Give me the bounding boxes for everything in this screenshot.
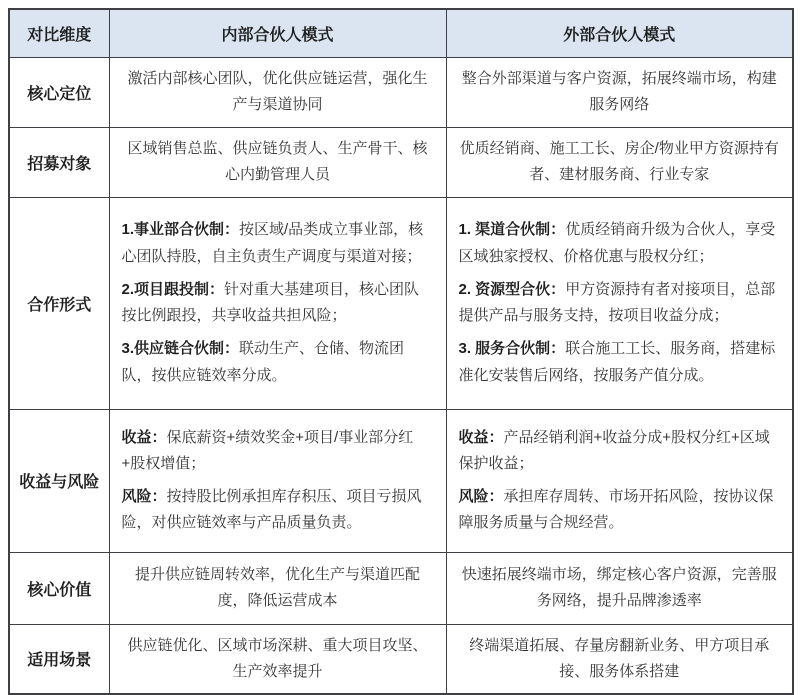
item-lead: 2. 资源型合伙： [458,280,566,298]
row-label: 适用场景 [9,624,109,694]
returns-item [122,425,434,478]
header-cell-external-model: 外部合伙人模式 [446,9,793,57]
item-text: 联合施工工长、服务商，搭建标准化安装售后网络，按服务产值分成。 [458,340,776,384]
row-returns-and-risks [9,409,793,552]
row-applicable-scenarios [9,624,793,694]
cell-external-applicable-scenarios: 终端渠道拓展、存量房翻新业务、甲方项目承接、服务体系搭建 [446,624,793,694]
item-lead: 3.供应链合伙制： [121,340,240,358]
cell-external-returns-risks [446,409,793,552]
item-text: 按持股比例承担库存积压、项目亏损风险，对供应链效率与产品质量负责。 [121,488,422,532]
cooperation-item [122,277,434,330]
item-lead: 风险： [121,488,167,505]
item-lead: 3. 服务合伙制： [458,340,566,358]
cell-external-core-positioning: 整合外部渠道与客户资源，拓展终端市场，构建服务网络 [446,57,793,127]
risks-item [122,484,434,537]
cell-internal-core-positioning: 激活内部核心团队，优化供应链运营，强化生产与渠道协同 [109,57,446,127]
row-core-value [9,552,793,624]
item-lead: 1.事业部合伙制： [121,221,240,239]
item-lead: 收益： [121,428,167,446]
header-row [9,9,793,57]
item-text: 承担库存周转、市场开拓风险，按协议保障服务质量与合规经营。 [458,488,774,532]
item-text: 保底薪资+绩效奖金+项目/事业部分红+股权增值； [121,428,414,472]
item-text: 针对重大基建项目，核心团队按比例跟投，共享收益共担风险； [121,280,420,324]
item-text: 优质经销商升级为合伙人，享受区域独家授权、价格优惠与股权分红； [458,221,776,265]
cell-internal-cooperation-forms [109,197,446,409]
item-lead: 2.项目跟投制： [121,280,225,298]
row-label: 核心定位 [9,57,109,127]
cell-internal-applicable-scenarios: 供应链优化、区域市场深耕、重大项目攻坚、生产效率提升 [109,624,446,694]
item-lead: 收益： [458,428,504,446]
risks-item [459,484,781,537]
row-label: 核心价值 [9,552,109,624]
returns-item [459,425,781,478]
cooperation-item [459,217,781,270]
cooperation-item [459,336,781,389]
cell-external-cooperation-forms [446,197,793,409]
item-lead: 1. 渠道合伙制： [458,221,566,239]
cooperation-item [459,277,781,330]
row-recruitment-targets [9,127,793,197]
header-cell-internal-model: 内部合伙人模式 [109,9,446,57]
row-label: 收益与风险 [9,409,109,552]
row-cooperation-forms [9,197,793,409]
cell-internal-returns-risks [109,409,446,552]
item-lead: 风险： [458,488,504,505]
item-text: 联动生产、仓储、物流团队，按供应链效率分成。 [121,340,405,384]
cooperation-item [122,336,434,389]
table-header [9,9,793,57]
cell-external-core-value: 快速拓展终端市场，绑定核心客户资源，完善服务网络，提升品牌渗透率 [446,552,793,624]
header-cell-dimension: 对比维度 [9,9,109,57]
item-text: 甲方资源持有者对接项目，总部提供产品与服务支持，按项目收益分成； [458,280,776,324]
cell-external-recruitment-targets: 优质经销商、施工工长、房企/物业甲方资源持有者、建材服务商、行业专家 [446,127,793,197]
cell-internal-core-value: 提升供应链周转效率，优化生产与渠道匹配度，降低运营成本 [109,552,446,624]
row-core-positioning [9,57,793,127]
cell-internal-recruitment-targets: 区域销售总监、供应链负责人、生产骨干、核心内勤管理人员 [109,127,446,197]
item-text: 按区域/品类成立事业部，核心团队持股，自主负责生产调度与渠道对接； [121,221,424,265]
row-label: 合作形式 [9,197,109,409]
partner-model-comparison-table [8,8,794,695]
row-label: 招募对象 [9,127,109,197]
cooperation-item [122,217,434,270]
item-text: 产品经销利润+收益分成+股权分红+区域保护收益； [458,428,770,472]
